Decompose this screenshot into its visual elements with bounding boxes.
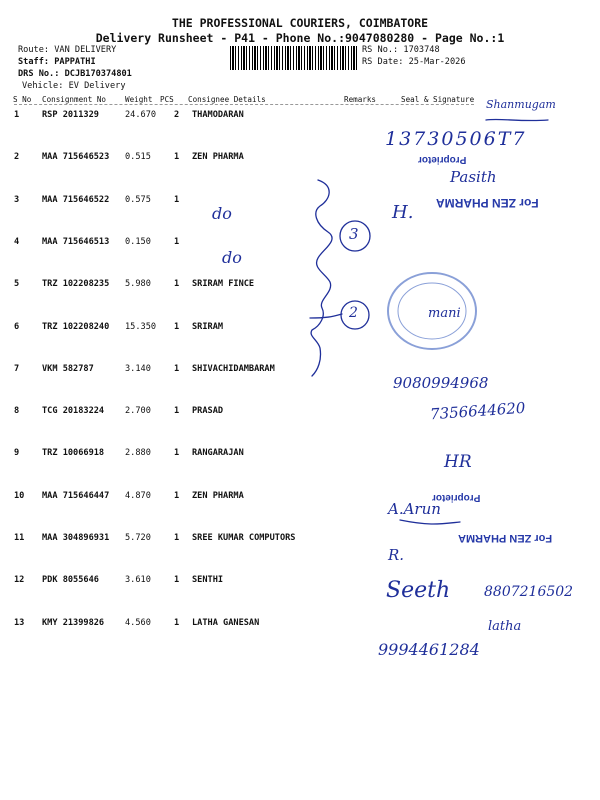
cell-consignment: PDK 8055646	[42, 575, 99, 585]
cell-consignment: VKM 582787	[42, 364, 94, 374]
cell-consignment: TRZ 102208240	[42, 322, 110, 332]
cell-weight: 4.870	[125, 491, 151, 501]
signature: A.Arun	[388, 500, 441, 518]
staff-label: Staff:	[18, 57, 50, 67]
route-label: Route:	[18, 45, 50, 55]
vehicle-line	[22, 81, 126, 91]
brace-mark	[311, 180, 332, 376]
rs-no-line	[362, 45, 440, 55]
signature: Seeth	[386, 578, 451, 603]
cell-pcs: 1	[174, 406, 180, 416]
cell-sno: 2	[14, 152, 20, 162]
zen-pharma-stamp: For ZEN PHARMA	[458, 532, 553, 544]
cell-sno: 4	[14, 237, 20, 247]
staff-value: PAPPATHI	[54, 57, 96, 67]
cell-sno: 3	[14, 195, 20, 205]
cell-pcs: 1	[174, 237, 180, 247]
cell-weight: 3.610	[125, 575, 151, 585]
drs-line	[18, 69, 132, 79]
cell-sno: 6	[14, 322, 20, 332]
cell-pcs: 1	[174, 279, 180, 289]
cell-weight: 5.980	[125, 279, 151, 289]
cell-consignment: MAA 715646523	[42, 152, 110, 162]
cell-pcs: 1	[174, 618, 180, 628]
signature: mani	[428, 306, 461, 321]
cell-consignment: TRZ 102208235	[42, 279, 110, 289]
proprietor-stamp: Proprietor	[418, 154, 467, 165]
route-line	[18, 45, 116, 55]
staff-line	[18, 57, 96, 67]
cell-pcs: 1	[174, 322, 180, 332]
col-sno: S No	[13, 95, 32, 104]
cell-pcs: 1	[174, 491, 180, 501]
cell-weight: 15.350	[125, 322, 157, 332]
cell-consignee: SRIRAM	[192, 322, 224, 332]
cell-pcs: 1	[174, 195, 180, 205]
company-title: THE PROFESSIONAL COURIERS, COIMBATORE	[171, 16, 429, 30]
cell-consignee: SRIRAM FINCE	[192, 279, 255, 289]
signature: latha	[488, 619, 522, 634]
cell-consignment: KMY 21399826	[42, 618, 105, 628]
cell-weight: 0.515	[125, 152, 151, 162]
cell-weight: 3.140	[125, 364, 151, 374]
proprietor-stamp: Proprietor	[432, 492, 481, 503]
cell-sno: 5	[14, 279, 20, 289]
cell-sno: 13	[14, 618, 25, 628]
vehicle-value: EV Delivery	[68, 81, 126, 91]
phone-number: 8807216502	[484, 584, 574, 600]
vehicle-label: Vehicle:	[22, 81, 64, 91]
cell-weight: 0.575	[125, 195, 151, 205]
cell-consignee: PRASAD	[192, 406, 224, 416]
route-value: VAN DELIVERY	[54, 45, 117, 55]
cell-consignment: MAA 715646447	[42, 491, 110, 501]
cell-consignment: MAA 715646522	[42, 195, 110, 205]
cell-weight: 24.670	[125, 110, 157, 120]
rs-date-value: 25-Mar-2026	[408, 57, 466, 67]
cell-sno: 9	[14, 448, 20, 458]
circle-number: 3	[349, 225, 359, 243]
cell-weight: 0.150	[125, 237, 151, 247]
ink-stroke	[400, 520, 460, 524]
ink-stroke	[310, 314, 342, 318]
cell-weight: 2.880	[125, 448, 151, 458]
cell-sno: 10	[14, 491, 25, 501]
runsheet-subtitle: Delivery Runsheet - P41 - Phone No.:9047080280 - Page No.:1	[95, 31, 505, 45]
col-remarks: Remarks	[344, 95, 377, 104]
ditto-mark: do	[212, 204, 232, 223]
rs-date-label: RS Date:	[362, 57, 404, 67]
cell-pcs: 1	[174, 152, 180, 162]
header-rule	[14, 104, 474, 105]
cell-consignment: MAA 304896931	[42, 533, 110, 543]
cell-consignment: TCG 20183224	[42, 406, 105, 416]
ink-stroke	[486, 119, 548, 120]
phone-number: 13730506T7	[385, 128, 527, 150]
cell-consignee: RANGARAJAN	[192, 448, 244, 458]
rs-date-line	[362, 57, 466, 67]
phone-number: 9080994968	[393, 374, 489, 392]
barcode	[230, 46, 358, 70]
col-pcs: PCS	[160, 95, 174, 104]
col-seal: Seal & Signature	[401, 95, 475, 104]
cell-pcs: 1	[174, 448, 180, 458]
cell-consignee: SREE KUMAR COMPUTORS	[192, 533, 296, 543]
cell-consignee: SENTHI	[192, 575, 224, 585]
cell-consignment: TRZ 10066918	[42, 448, 105, 458]
signature: R.	[388, 546, 405, 564]
signature: Pasith	[450, 168, 497, 186]
cell-consignment: MAA 715646513	[42, 237, 110, 247]
cell-weight: 5.720	[125, 533, 151, 543]
cell-consignment: RSP 2011329	[42, 110, 99, 120]
signature: HR	[444, 452, 472, 472]
zen-pharma-stamp: For ZEN PHARMA	[436, 196, 539, 210]
drs-label: DRS No.:	[18, 69, 60, 79]
col-consignee: Consignee Details	[188, 95, 266, 104]
cell-pcs: 2	[174, 110, 180, 120]
cell-consignee: LATHA GANESAN	[192, 618, 260, 628]
cell-sno: 1	[14, 110, 20, 120]
cell-sno: 12	[14, 575, 25, 585]
rs-no-label: RS No.:	[362, 45, 399, 55]
cell-sno: 8	[14, 406, 20, 416]
cell-weight: 4.560	[125, 618, 151, 628]
circle-number: 2	[349, 305, 358, 321]
cell-pcs: 1	[174, 364, 180, 374]
cell-sno: 11	[14, 533, 25, 543]
cell-consignee: ZEN PHARMA	[192, 152, 244, 162]
cell-pcs: 1	[174, 533, 180, 543]
cell-consignee: SHIVACHIDAMBARAM	[192, 364, 275, 374]
col-weight: Weight	[125, 95, 153, 104]
col-consignment: Consignment No	[42, 95, 107, 104]
drs-value: DCJB170374801	[64, 69, 132, 79]
ditto-mark: do	[222, 248, 242, 267]
signature: H.	[392, 202, 414, 223]
phone-number: 9994461284	[378, 640, 480, 659]
rs-no-value: 1703748	[403, 45, 440, 55]
phone-number: 7356644620	[429, 398, 526, 424]
cell-consignee: ZEN PHARMA	[192, 491, 244, 501]
cell-pcs: 1	[174, 575, 180, 585]
cell-consignee: THAMODARAN	[192, 110, 244, 120]
cell-sno: 7	[14, 364, 20, 374]
signature: Shanmugam	[486, 98, 556, 111]
cell-weight: 2.700	[125, 406, 151, 416]
